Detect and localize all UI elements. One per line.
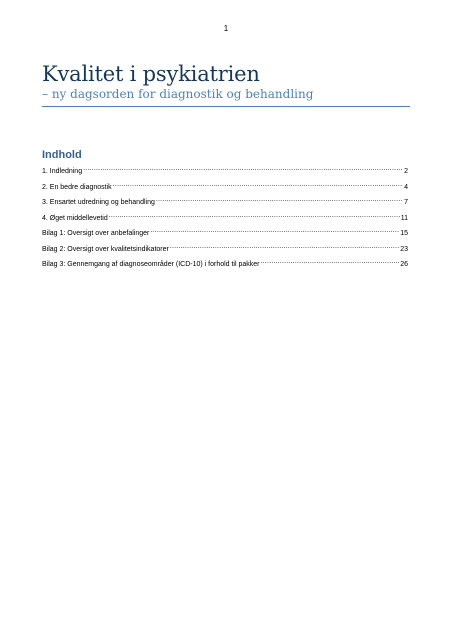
toc-entry-label: Bilag 1: Oversigt over anbefalinger [42,230,150,237]
toc-leader-dots [109,211,400,220]
document-title: Kvalitet i psykiatrien [42,62,260,86]
toc-leader-dots [156,195,403,204]
toc-entry-page: 11 [400,214,408,222]
toc-entry-label: 1. Indledning [42,168,83,175]
toc-leader-dots [150,226,399,235]
toc-heading: Indhold [42,149,82,161]
page-number: 1 [223,24,229,33]
toc-leader-dots [261,257,400,266]
toc-entry-label: 3. Ensartet udredning og behandling [42,199,155,206]
toc-leader-dots [170,242,399,251]
toc-entry[interactable] [42,164,408,173]
title-divider [42,106,410,107]
toc-entry-page: 23 [400,245,408,253]
toc-entry[interactable] [42,211,408,220]
toc-entry[interactable] [42,180,408,189]
toc-entry-page: 15 [400,230,408,237]
table-of-contents [42,164,408,273]
toc-entry-label: Bilag 2: Oversigt over kvalitetsindikatorer [42,245,169,253]
toc-entry-page: 2 [404,168,408,175]
toc-entry[interactable] [42,242,408,251]
toc-entry-page: 4 [404,183,408,191]
toc-leader-dots [83,164,403,173]
toc-entry-label: Bilag 3: Gennemgang af diagnoseområder (ICD-10) i forhold til pakker [42,261,260,268]
document-subtitle: – ny dagsorden for diagnostik og behandling [42,87,314,101]
title-block [42,62,410,107]
toc-leader-dots [113,180,403,189]
toc-entry-label: 2. En bedre diagnostik [42,183,112,191]
toc-entry-page: 7 [404,199,408,206]
toc-entry-label: 4. Øget middellevetid [42,214,108,222]
toc-entry[interactable] [42,226,408,235]
toc-entry[interactable] [42,257,408,266]
toc-entry-page: 26 [400,261,408,268]
toc-entry[interactable] [42,195,408,204]
